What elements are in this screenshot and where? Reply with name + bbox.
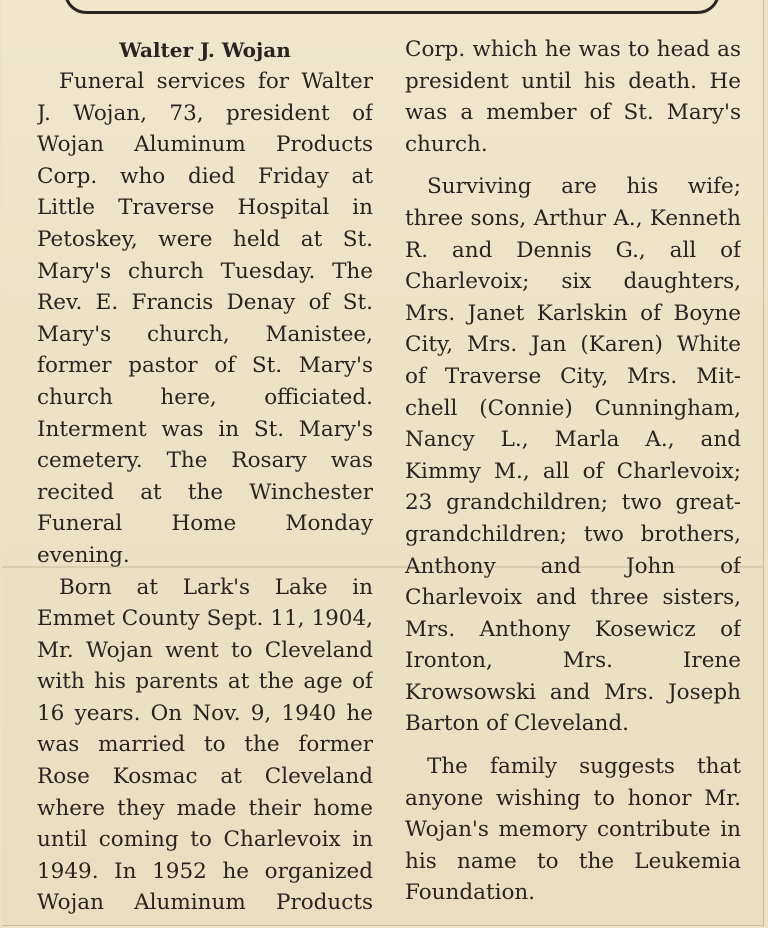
article-text-line: former pastor of St. Mary's: [37, 353, 373, 379]
article-text-line: Mr. Wojan went to Cleveland: [37, 637, 373, 663]
article-text-line: was married to the former: [37, 732, 373, 758]
article-text-line: Corp. who died Friday at: [37, 163, 373, 189]
paragraph-gap: [405, 160, 741, 171]
article-text-line: Funeral services for Walter: [59, 69, 373, 94]
article-text-line: grandchildren; two brothers,: [405, 521, 741, 547]
article-text-line: cemetery. The Rosary was: [37, 448, 373, 474]
article-text-line: Barton of Cleveland.: [405, 711, 629, 737]
article-text-line: Mary's church Tuesday. The: [37, 258, 373, 284]
article-text-line: Charlevoix and three sisters,: [405, 585, 741, 611]
article-text-line: The family suggests that: [427, 754, 741, 780]
article-text-line: Anthony and John of: [405, 553, 741, 579]
article-text-line: Ironton, Mrs. Irene: [405, 648, 741, 674]
article-text-line: Surviving are his wife;: [427, 174, 741, 200]
article-text-line: Rev. E. Francis Denay of St.: [37, 290, 373, 316]
article-text-line: Corp. which he was to head as: [405, 37, 741, 62]
article-text-line: where they made their home: [37, 795, 373, 821]
article-text-line: Emmet County Sept. 11, 1904,: [37, 606, 373, 632]
article-text-line: Foundation.: [405, 880, 536, 906]
article-text-line: church.: [405, 131, 488, 157]
article-text-line: was a member of St. Mary's: [405, 100, 741, 126]
article-text-line: Krowsowski and Mrs. Joseph: [405, 679, 741, 705]
article-text-line: Mary's church, Manistee,: [37, 321, 373, 347]
article-text-line: anyone wishing to honor Mr.: [405, 785, 741, 811]
clipping-border-frame: [64, 0, 720, 14]
article-text-line: three sons, Arthur A., Kenneth: [405, 205, 741, 231]
article-text-line: Rose Kosmac at Cleveland: [37, 764, 373, 790]
article-text-line: Mrs. Janet Karlskin of Boyne: [405, 300, 741, 326]
article-text-line: Wojan's memory contribute in: [405, 817, 741, 843]
newspaper-clipping: [2, 0, 764, 926]
article-text-line: 23 grandchildren; two great-: [405, 490, 741, 516]
article-text-line: Wojan Aluminum Products: [37, 132, 373, 158]
article-text-line: Funeral Home Monday: [37, 511, 373, 537]
article-text-line: until coming to Charlevoix in: [37, 827, 373, 853]
obituary-headline: Walter J. Wojan: [119, 38, 291, 62]
article-text-line: Petoskey, were held at St.: [37, 226, 373, 252]
article-text-line: church here, officiated.: [37, 384, 373, 410]
article-text-line: Mrs. Anthony Kosewicz of: [405, 616, 741, 642]
article-text-line: his name to the Leukemia: [405, 848, 741, 874]
article-text-line: recited at the Winchester: [37, 479, 373, 505]
article-text-line: of Traverse City, Mrs. Mit-: [405, 363, 741, 389]
article-text-line: 16 years. On Nov. 9, 1940 he: [37, 700, 373, 726]
article-text-line: Nancy L., Marla A., and: [405, 427, 741, 453]
article-text-line: Charlevoix; six daughters,: [405, 269, 741, 295]
left-column: [37, 34, 373, 919]
article-text-line: R. and Dennis G., all of: [405, 237, 741, 263]
article-text-line: City, Mrs. Jan (Karen) White: [405, 332, 741, 358]
article-text-line: Wojan Aluminum Products: [37, 890, 373, 916]
article-text-line: Little Traverse Hospital in: [37, 195, 373, 221]
article-text-line: president until his death. He: [405, 68, 741, 94]
article-text-line: Kimmy M., all of Charlevoix;: [405, 458, 741, 484]
article-text-line: evening.: [37, 542, 130, 568]
article-text-line: chell (Connie) Cunningham,: [405, 395, 741, 421]
article-text-line: with his parents at the age of: [37, 669, 373, 695]
paragraph-gap: [405, 740, 741, 751]
right-column: [405, 34, 741, 909]
article-text-line: Interment was in St. Mary's: [37, 416, 373, 442]
article-text-line: 1949. In 1952 he organized: [37, 858, 373, 884]
article-text-line: J. Wojan, 73, president of: [37, 100, 373, 126]
article-text-line: Born at Lark's Lake in: [59, 574, 373, 600]
